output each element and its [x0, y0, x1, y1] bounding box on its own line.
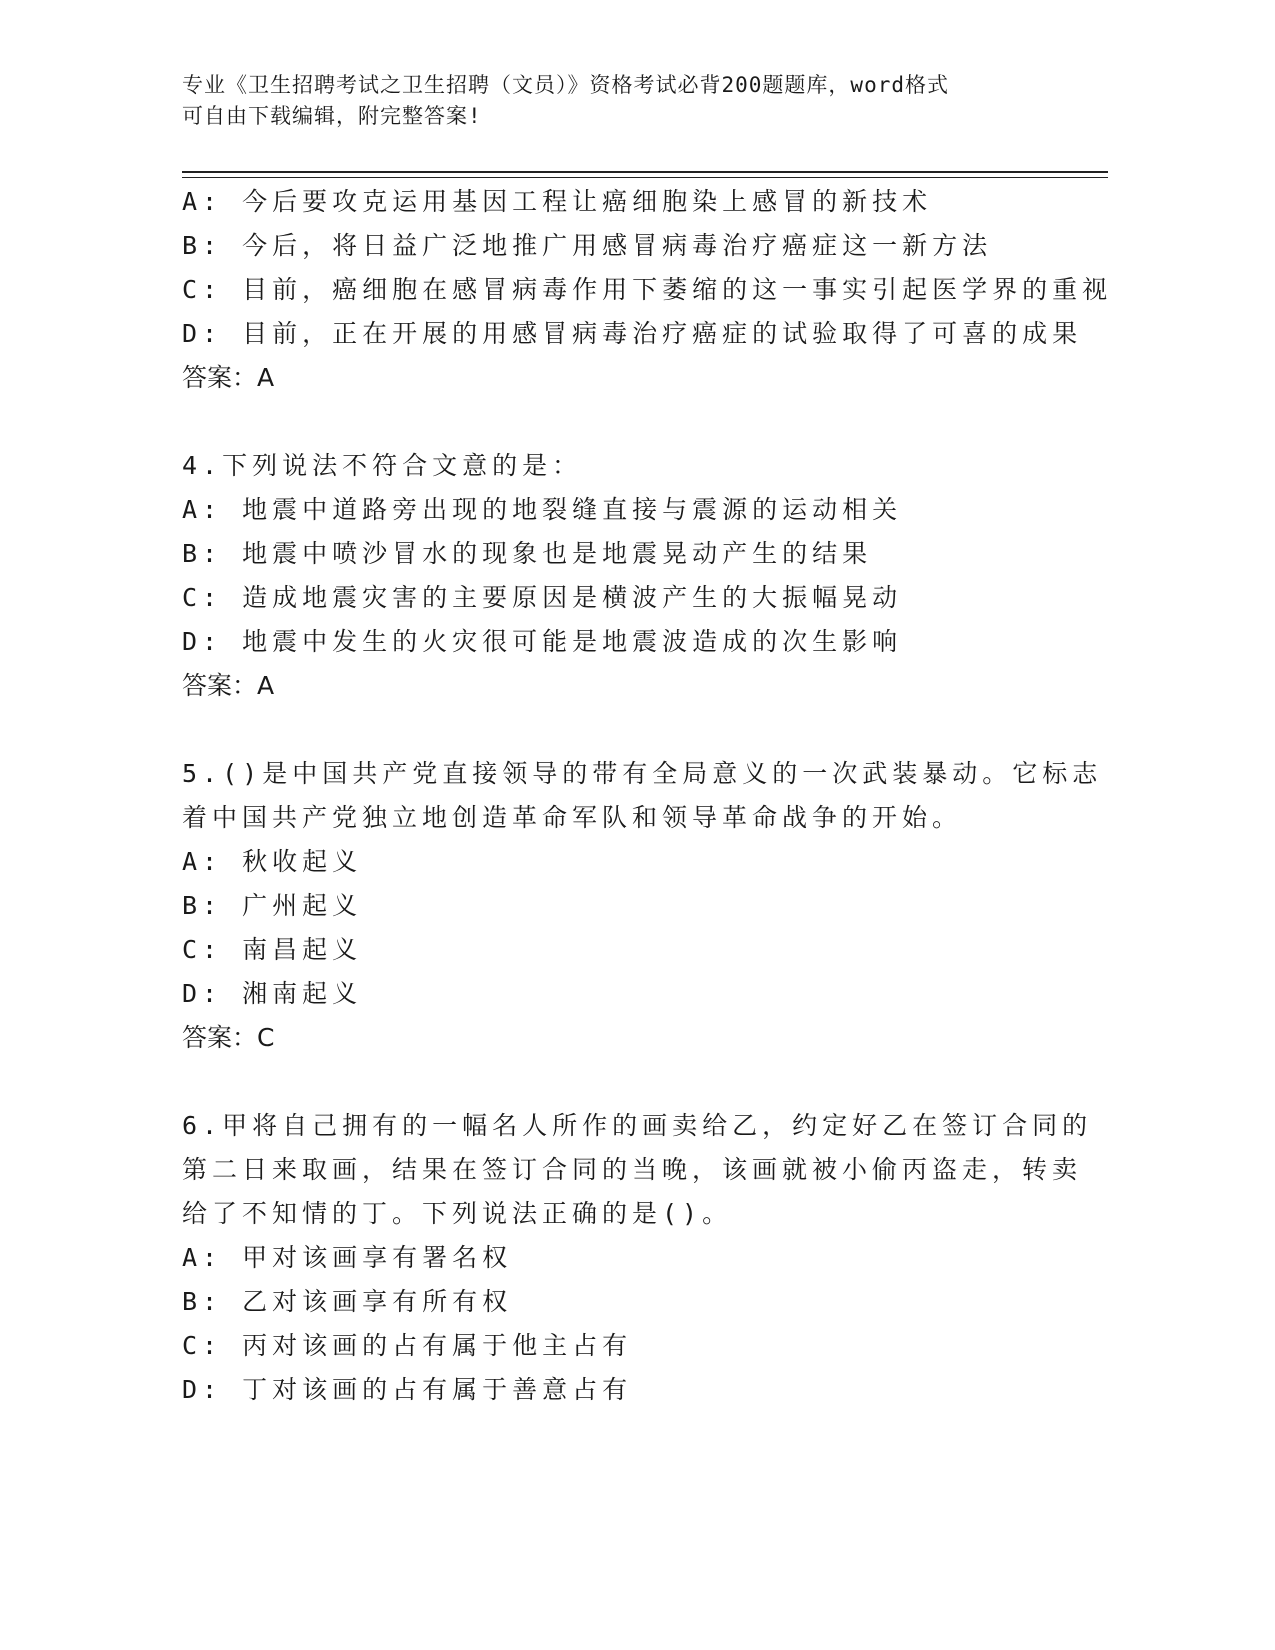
option-a: A: 甲对该画享有署名权 [182, 1243, 513, 1272]
option-c: C: 丙对该画的占有属于他主占有 [182, 1331, 633, 1360]
question-6 [182, 1104, 1093, 1412]
option-a: A: 秋收起义 [182, 847, 363, 876]
answer: 答案：A [182, 363, 275, 392]
header-divider-thin [182, 177, 1108, 178]
question-stem: 6.甲将自己拥有的一幅名人所作的画卖给乙，约定好乙在签订合同的 [182, 1111, 1093, 1140]
header-divider-thick [182, 171, 1108, 173]
option-b: B: 地震中喷沙冒水的现象也是地震晃动产生的结果 [182, 539, 873, 568]
document-header [182, 70, 1062, 132]
option-d: D: 目前，正在开展的用感冒病毒治疗癌症的试验取得了可喜的成果 [182, 319, 1083, 348]
question-3 [182, 180, 1113, 400]
option-b: B: 今后，将日益广泛地推广用感冒病毒治疗癌症这一新方法 [182, 231, 993, 260]
question-stem: 给了不知情的丁。下列说法正确的是()。 [182, 1199, 733, 1228]
question-4 [182, 444, 1082, 708]
header-line-1: 专业《卫生招聘考试之卫生招聘（文员）》资格考试必背200题题库，word格式 [182, 73, 949, 97]
option-a: A: 地震中道路旁出现的地裂缝直接与震源的运动相关 [182, 495, 903, 524]
option-d: D: 地震中发生的火灾很可能是地震波造成的次生影响 [182, 627, 903, 656]
option-c: C: 造成地震灾害的主要原因是横波产生的大振幅晃动 [182, 583, 903, 612]
answer: 答案：C [182, 1023, 275, 1052]
option-d: D: 湘南起义 [182, 979, 363, 1008]
question-5 [182, 752, 1103, 1060]
option-d: D: 丁对该画的占有属于善意占有 [182, 1375, 633, 1404]
header-line-2: 可自由下载编辑，附完整答案! [182, 104, 482, 128]
question-list [182, 180, 1113, 1412]
question-stem: 4.下列说法不符合文意的是： [182, 451, 583, 480]
question-stem: 着中国共产党独立地创造革命军队和领导革命战争的开始。 [182, 803, 963, 832]
option-b: B: 乙对该画享有所有权 [182, 1287, 513, 1316]
option-a: A: 今后要攻克运用基因工程让癌细胞染上感冒的新技术 [182, 187, 933, 216]
option-b: B: 广州起义 [182, 891, 363, 920]
answer: 答案：A [182, 671, 275, 700]
option-c: C: 目前，癌细胞在感冒病毒作用下萎缩的这一事实引起医学界的重视 [182, 275, 1113, 304]
option-c: C: 南昌起义 [182, 935, 363, 964]
question-stem: 第二日来取画，结果在签订合同的当晚，该画就被小偷丙盗走，转卖 [182, 1155, 1083, 1184]
question-stem: 5.()是中国共产党直接领导的带有全局意义的一次武装暴动。它标志 [182, 759, 1103, 788]
